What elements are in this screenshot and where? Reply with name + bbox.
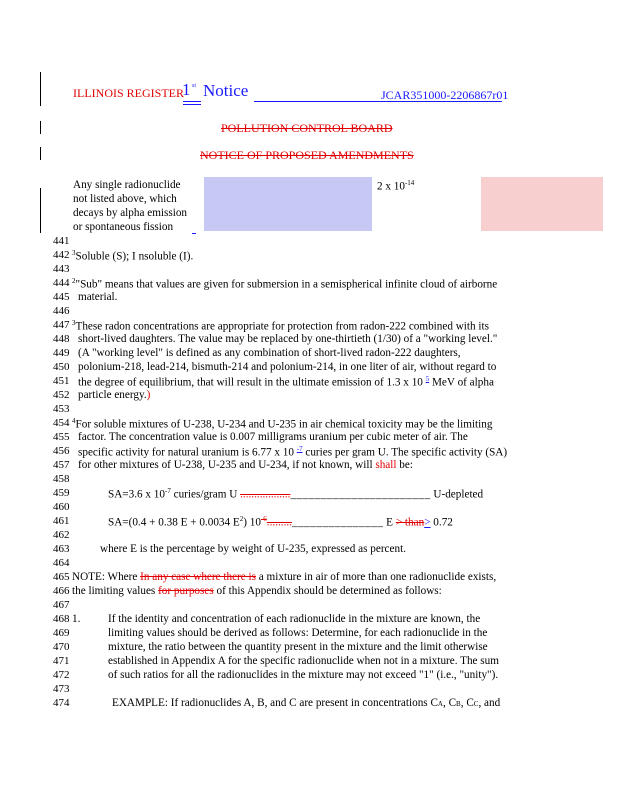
note-line: NOTE: Where In any case where there is a mixture in air of more than one radionuclide exists, xyxy=(72,571,497,583)
body-line: material. xyxy=(78,291,118,303)
line-number: 459 xyxy=(53,487,70,499)
body-line: factor. The concentration value is 0.007 milligrams uranium per cubic meter of air. The xyxy=(78,431,468,443)
line-number: 465 xyxy=(53,571,70,583)
body-line: for other mixtures of U-238, U-235 and U-234, if not known, will shall be: xyxy=(78,459,413,471)
body-line: specific activity for natural uranium is 6.77 x 10 $^{-7}$ curies per gram U. The specific activity (SA) xyxy=(78,445,508,459)
line-number: 466 xyxy=(53,585,70,597)
footnote-line: $^3$Soluble (S); I nsoluble (I). xyxy=(72,249,194,263)
formula-line: SA=(0.4 + 0.38 E + 0.0034 $E^2$) $10^{-6}.........\_\_\_\_\_\_\_\_\_\_\_\_\_\_\_$ E > than> 0.72 xyxy=(108,515,453,529)
page-number-sup: st xyxy=(192,83,197,89)
line-number: 444 xyxy=(53,277,70,289)
body-line: polonium-218, lead-214, bismuth-214 and polonium-214, in one liter of air, without regard to xyxy=(78,361,497,373)
line-number: 453 xyxy=(53,403,70,415)
table-value: 2 x $10^{-14}$ xyxy=(377,179,415,193)
footnote-line: $^2$"Sub" means that values are given for submersion in a semispherical infinite cloud of airborne xyxy=(72,277,498,291)
footnote-line: $^3$These radon concentrations are appropriate for protection from radon-222 combined with its xyxy=(72,319,489,333)
line-number: 452 xyxy=(53,389,70,401)
table-row-text: decays by alpha emission xyxy=(73,207,188,219)
table-row-underline xyxy=(192,233,196,234)
change-bar xyxy=(40,147,41,160)
jcar-code: JCAR351000-2206867r01 xyxy=(381,88,509,102)
table-row-text: not listed above, which xyxy=(73,193,177,205)
line-number: 462 xyxy=(53,529,70,541)
line-number: 457 xyxy=(53,459,70,471)
list-item-line: established in Appendix A for the specific radionuclide when not in a mixture. The sum xyxy=(108,655,499,667)
line-number: 443 xyxy=(53,263,70,275)
header-underline xyxy=(183,104,201,105)
note-line: the limiting values for purposes of this Appendix should be determined as follows: xyxy=(72,585,442,597)
line-number: 445 xyxy=(53,291,70,303)
list-item-line: limiting values should be derived as follows: Determine, for each radionuclide in the xyxy=(108,627,488,639)
line-number: 455 xyxy=(53,431,70,443)
line-number: 474 xyxy=(53,697,70,709)
table-row-text: Any single radionuclide xyxy=(73,179,181,191)
body-line: where E is the percentage by weight of U-235, expressed as percent. xyxy=(100,543,406,555)
line-number: 461 xyxy=(53,515,70,527)
board-title: POLLUTION CONTROL BOARD xyxy=(221,121,393,135)
example-line: EXAMPLE: If radionuclides A, B, and C are present in concentrations CA, CB, CC, and xyxy=(112,697,501,709)
line-number: 470 xyxy=(53,641,70,653)
line-number: 449 xyxy=(53,347,70,359)
footnote-line: $^4$For soluble mixtures of U-238, U-234 and U-235 in air chemical toxicity may be the limiting xyxy=(72,417,493,431)
notice-subtitle: NOTICE OF PROPOSED AMENDMENTS xyxy=(200,148,414,162)
header-underline xyxy=(183,101,201,102)
line-number: 463 xyxy=(53,543,70,555)
line-number: 447 xyxy=(53,319,70,331)
line-number: 460 xyxy=(53,501,70,513)
change-bar xyxy=(40,121,41,134)
notice-title: Notice xyxy=(203,81,249,100)
line-number: 442 xyxy=(53,249,70,261)
line-number: 454 xyxy=(53,417,70,429)
formula-line: SA=3.6 x $10^{-7}$ curies/gram U .................._______________________ U-depleted xyxy=(108,487,484,501)
body-line: (A "working level" is defined as any combination of short-lived radon-222 daughters, xyxy=(78,347,461,359)
line-number: 469 xyxy=(53,627,70,639)
body-line: the degree of equilibrium, that will result in the ultimate emission of 1.3 x 10 $^5$ MeV of alpha xyxy=(78,375,494,389)
line-number: 458 xyxy=(53,473,70,485)
line-number: 464 xyxy=(53,557,70,569)
list-item-line: of such ratios for all the radionuclides in the mixture may not exceed "1" (i.e., "unity"). xyxy=(108,669,499,681)
list-item-line: If the identity and concentration of each radionuclide in the mixture are known, the xyxy=(108,613,481,625)
line-number: 471 xyxy=(53,655,70,667)
line-number: 441 xyxy=(53,235,70,247)
line-number: 448 xyxy=(53,333,70,345)
highlight-blue xyxy=(204,177,372,231)
change-bar xyxy=(40,188,41,233)
line-number: 446 xyxy=(53,305,70,317)
list-number: 1. xyxy=(72,613,81,625)
line-number: 451 xyxy=(53,375,70,387)
line-number: 467 xyxy=(53,599,70,611)
line-number: 450 xyxy=(53,361,70,373)
line-number: 456 xyxy=(53,445,70,457)
register-title: ILLINOIS REGISTER xyxy=(73,86,184,100)
table-row-text: or spontaneous fission xyxy=(73,221,174,233)
body-line: particle energy.) xyxy=(78,389,151,401)
body-line: short-lived daughters. The value may be replaced by one-thirtieth (1/30) of a "working level." xyxy=(78,333,498,345)
page-number: 1 xyxy=(182,80,191,99)
highlight-pink xyxy=(481,177,603,231)
line-number: 473 xyxy=(53,683,70,695)
list-item-line: mixture, the ratio between the quantity present in the mixture and the limit otherwise xyxy=(108,641,488,653)
line-number: 468 xyxy=(53,613,70,625)
line-number: 472 xyxy=(53,669,70,681)
change-bar xyxy=(40,72,41,106)
